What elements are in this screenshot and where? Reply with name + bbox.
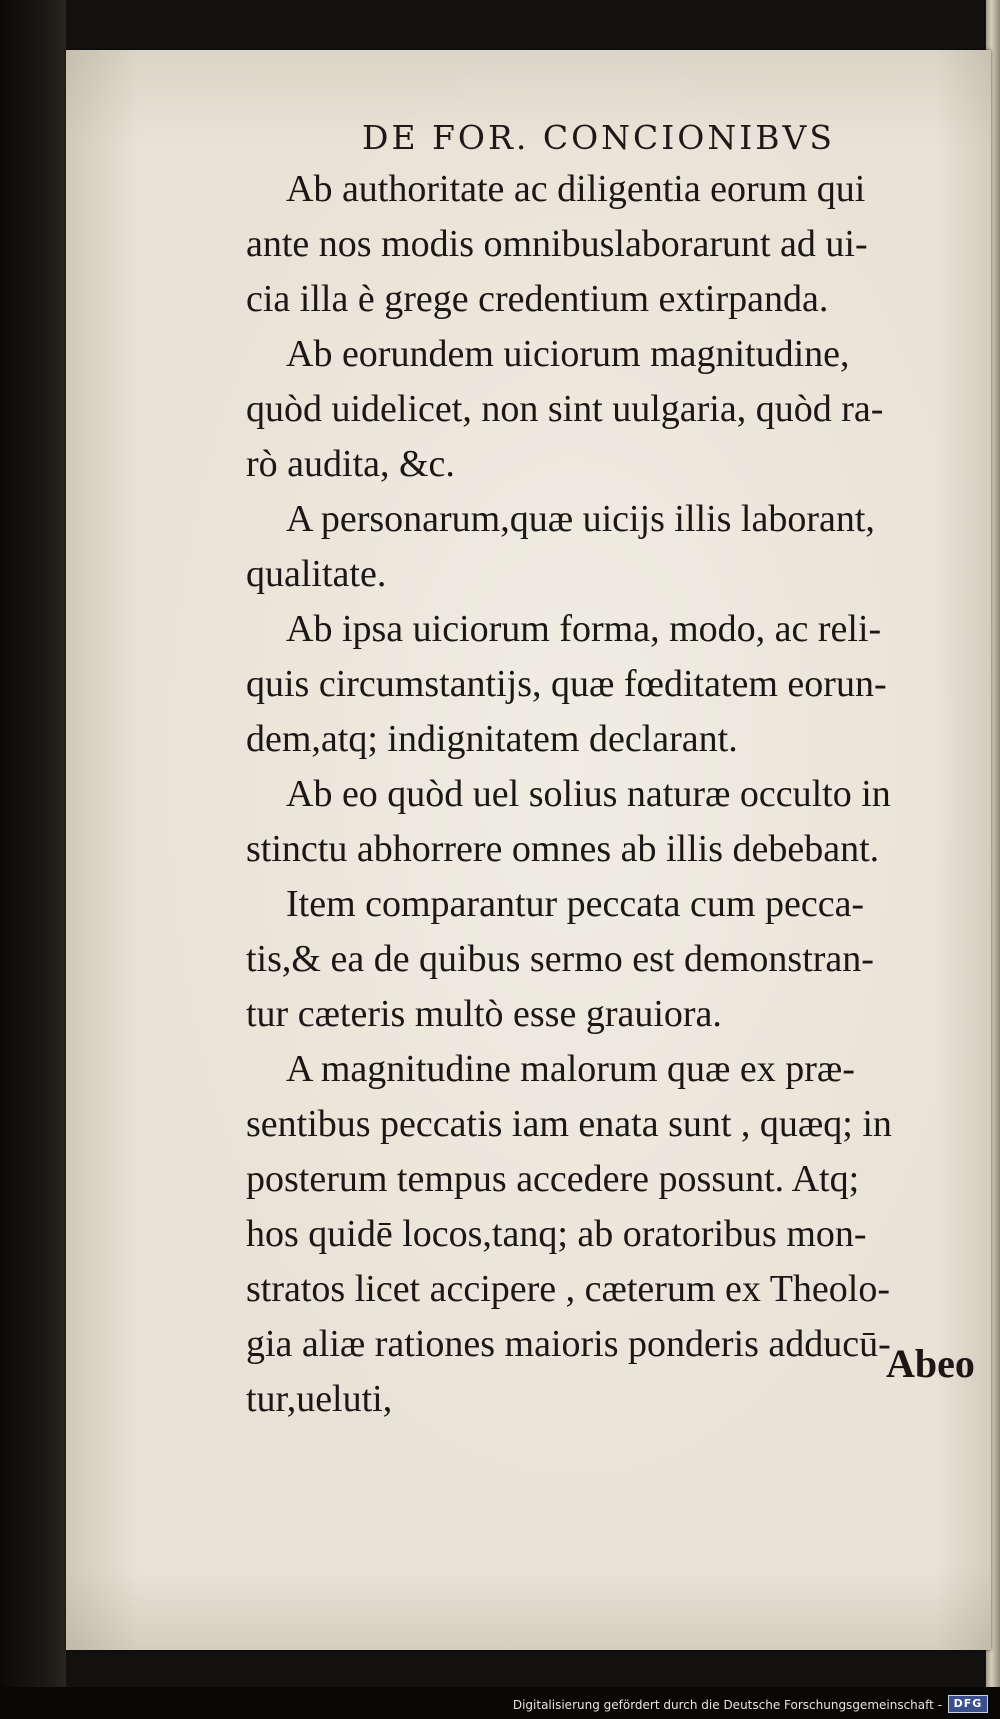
text-line: quòd uidelicet, non sint uulgaria, quòd ra- — [246, 388, 884, 430]
book-spine-shadow — [0, 0, 66, 1719]
text-line: Ab ipsa uiciorum forma, modo, ac reli- — [286, 608, 882, 650]
text-line: stratos licet accipere , cæterum ex Theolo- — [246, 1268, 890, 1310]
text-line: sentibus peccatis iam enata sunt , quæq; in — [246, 1103, 892, 1145]
catchword: Abeo — [886, 1341, 975, 1386]
text-line: rò audita, &c. — [246, 443, 455, 485]
text-line: Ab eo quòd uel solius naturæ occulto in — [286, 773, 891, 815]
text-line: tis,& ea de quibus sermo est demonstran- — [246, 938, 874, 980]
text-line: ante nos modis omnibuslaborarunt ad ui- — [246, 223, 868, 265]
text-line: tur,ueluti, — [246, 1378, 393, 1420]
text-line: Ab eorundem uiciorum magnitudine, — [286, 333, 850, 375]
text-line: quis circumstantijs, quæ fœditatem eorun- — [246, 663, 887, 705]
text-line: A magnitudine malorum quæ ex præ- — [286, 1048, 855, 1090]
text-line: qualitate. — [246, 553, 387, 595]
funding-credit: Digitalisierung gefördert durch die Deutsche Forschungsgemeinschaft - — [512, 1698, 942, 1712]
text-line: cia illa è grege credentium extirpanda. — [246, 278, 829, 320]
book-page — [66, 50, 991, 1650]
text-line: Ab authoritate ac diligentia eorum qui — [286, 168, 866, 210]
text-line: dem,atq; indignitatem declarant. — [246, 718, 738, 760]
text-line: posterum tempus accedere possunt. Atq; — [246, 1158, 860, 1200]
text-line: tur cæteris multò esse grauiora. — [246, 993, 722, 1035]
text-line: Item comparantur peccata cum pecca- — [286, 883, 865, 925]
text-line: A personarum,quæ uicijs illis laborant, — [286, 498, 875, 540]
body-text — [246, 162, 946, 1427]
text-line: stinctu abhorrere omnes ab illis debebant. — [246, 828, 880, 870]
dfg-logo-icon: DFG — [948, 1695, 988, 1713]
text-line: hos quidē locos,tanq; ab oratoribus mon- — [246, 1213, 867, 1255]
footer-bar — [0, 1687, 1000, 1719]
text-line: gia aliæ rationes maioris ponderis adducū- — [246, 1323, 891, 1365]
running-header: DE FOR. CONCIONIBVS — [362, 118, 835, 157]
